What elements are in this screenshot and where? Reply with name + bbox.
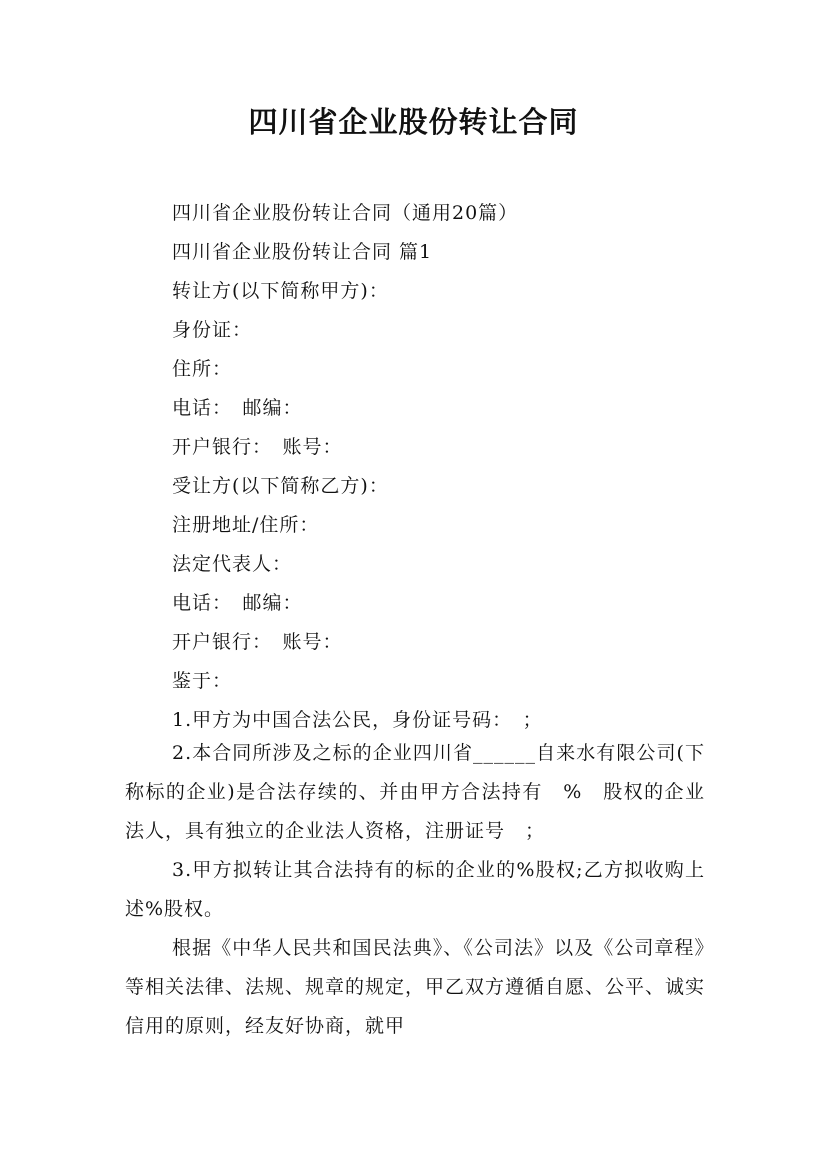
transferee-label: 受让方(以下简称乙方)： [172, 475, 389, 497]
transferor-label: 转让方(以下简称甲方)： [172, 280, 389, 302]
id-card-field: 身份证： [172, 319, 253, 341]
legal-representative-field: 法定代表人： [172, 553, 293, 575]
basis-paragraph-text: 根据《中华人民共和国民法典》、《公司法》以及《公司章程》等相关法律、法规、规章的规定，甲乙双方遵循自愿、公平、诚实信用的原则，经友好协商，就甲 [125, 937, 706, 1037]
phone-postcode-field-2: 电话： 邮编： [172, 592, 303, 614]
clause-1: 1.甲方为中国合法公民，身份证号码： ； [172, 709, 543, 731]
clause-3 [125, 851, 705, 929]
clause-2-text: 2.本合同所涉及之标的企业四川省______自来水有限公司(下称标的企业)是合法存续的、并由甲方合法持有 % 股权的企业法人，具有独立的企业法人资格，注册证号 ； [125, 742, 705, 842]
document-title: 四川省企业股份转让合同 [248, 105, 579, 139]
bank-account-field: 开户银行： 账号： [172, 436, 343, 458]
registered-address-field: 注册地址/住所： [172, 514, 320, 536]
clause-2 [125, 734, 705, 851]
clause-3-text: 3.甲方拟转让其合法持有的标的企业的%股权;乙方拟收购上述%股权。 [125, 859, 705, 920]
address-field: 住所： [172, 358, 233, 380]
whereas-label: 鉴于： [172, 670, 233, 692]
subtitle-line: 四川省企业股份转让合同（通用20篇） [172, 202, 519, 224]
bank-account-field-2: 开户银行： 账号： [172, 631, 343, 653]
basis-paragraph [125, 929, 705, 1046]
section-heading: 四川省企业股份转让合同 篇1 [172, 241, 433, 263]
phone-postcode-field: 电话： 邮编： [172, 397, 303, 419]
